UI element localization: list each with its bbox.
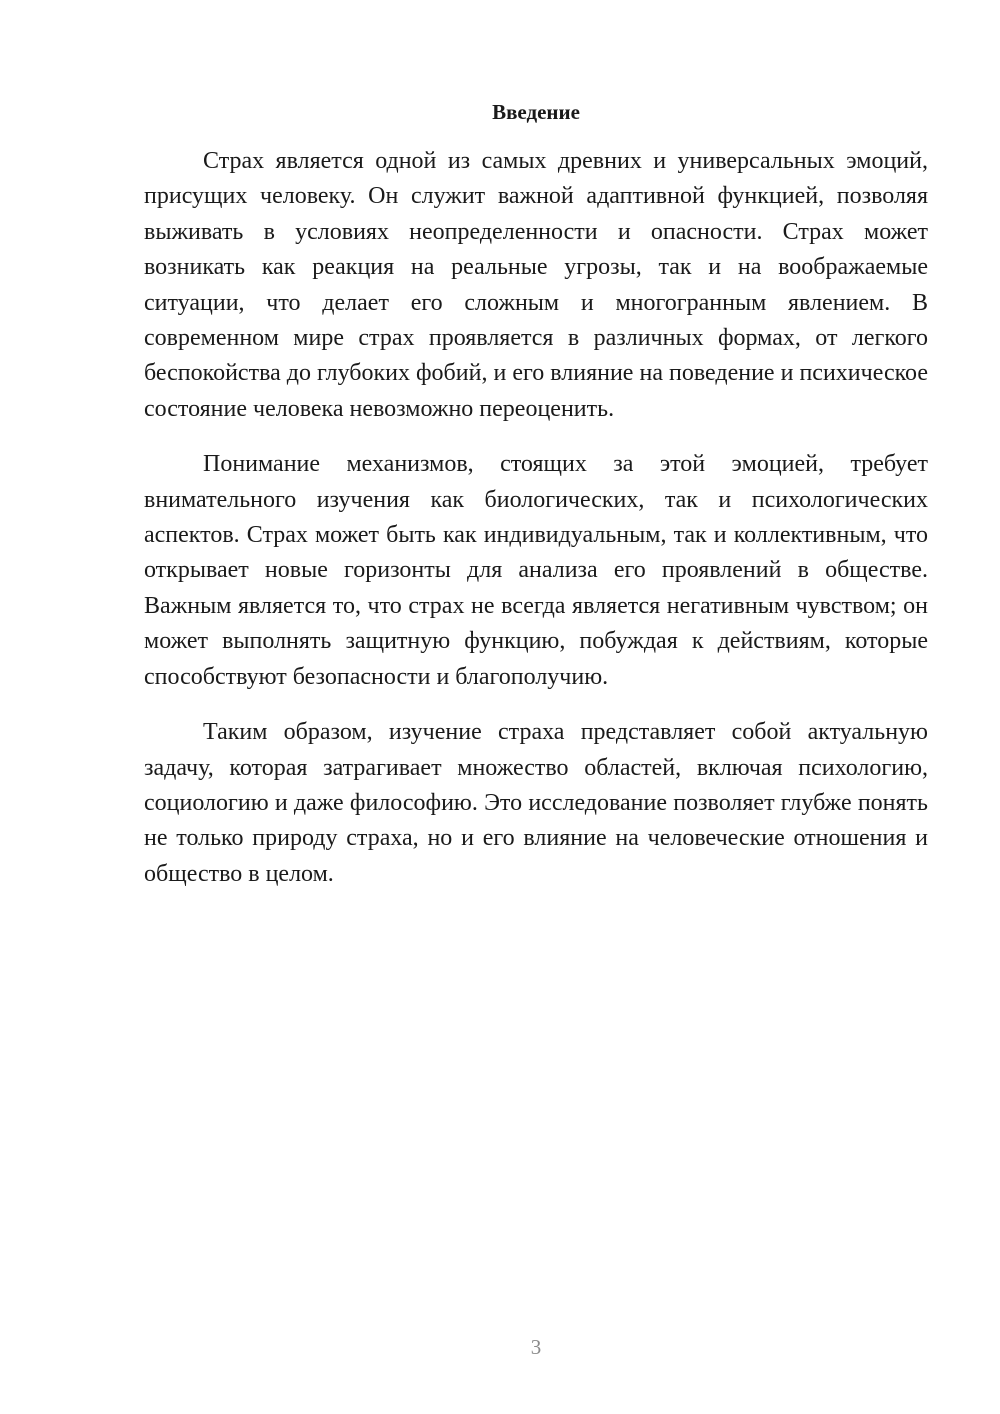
section-title: Введение bbox=[492, 100, 580, 124]
page-number: 3 bbox=[530, 1335, 542, 1359]
paragraph-1: Страх является одной из самых древних и универсальных эмоций, присущих человеку. Он служит важной адаптивной функцией, позволяя выживать в условиях неопределенности и опасности. Страх может возникать как реакция на реальные угрозы, так и на воображаемые ситуации, что делает его сложным и многогранным явлением. В современном мире страх проявляется в различных формах, от легкого беспокойства до глубоких фобий, и его влияние на поведение и психическое состояние человека невозможно переоценить. bbox=[144, 148, 928, 422]
paragraph-3: Таким образом, изучение страха представляет собой актуальную задачу, которая затрагивает множество областей, включая психологию, социологию и даже философию. Это исследование позволяет глубже понять не только природу страха, но и его влияние на человеческие отношения и общество в целом. bbox=[144, 719, 928, 887]
body-text bbox=[144, 144, 928, 912]
paragraph-2: Понимание механизмов, стоящих за этой эмоцией, требует внимательного изучения как биологических, так и психологических аспектов. Страх может быть как индивидуальным, так и коллективным, что открывает новые горизонты для анализа его проявлений в обществе. Важным является то, что страх не всегда является негативным чувством; он может выполнять защитную функцию, побуждая к действиям, которые способствуют безопасности и благополучию. bbox=[144, 451, 928, 690]
